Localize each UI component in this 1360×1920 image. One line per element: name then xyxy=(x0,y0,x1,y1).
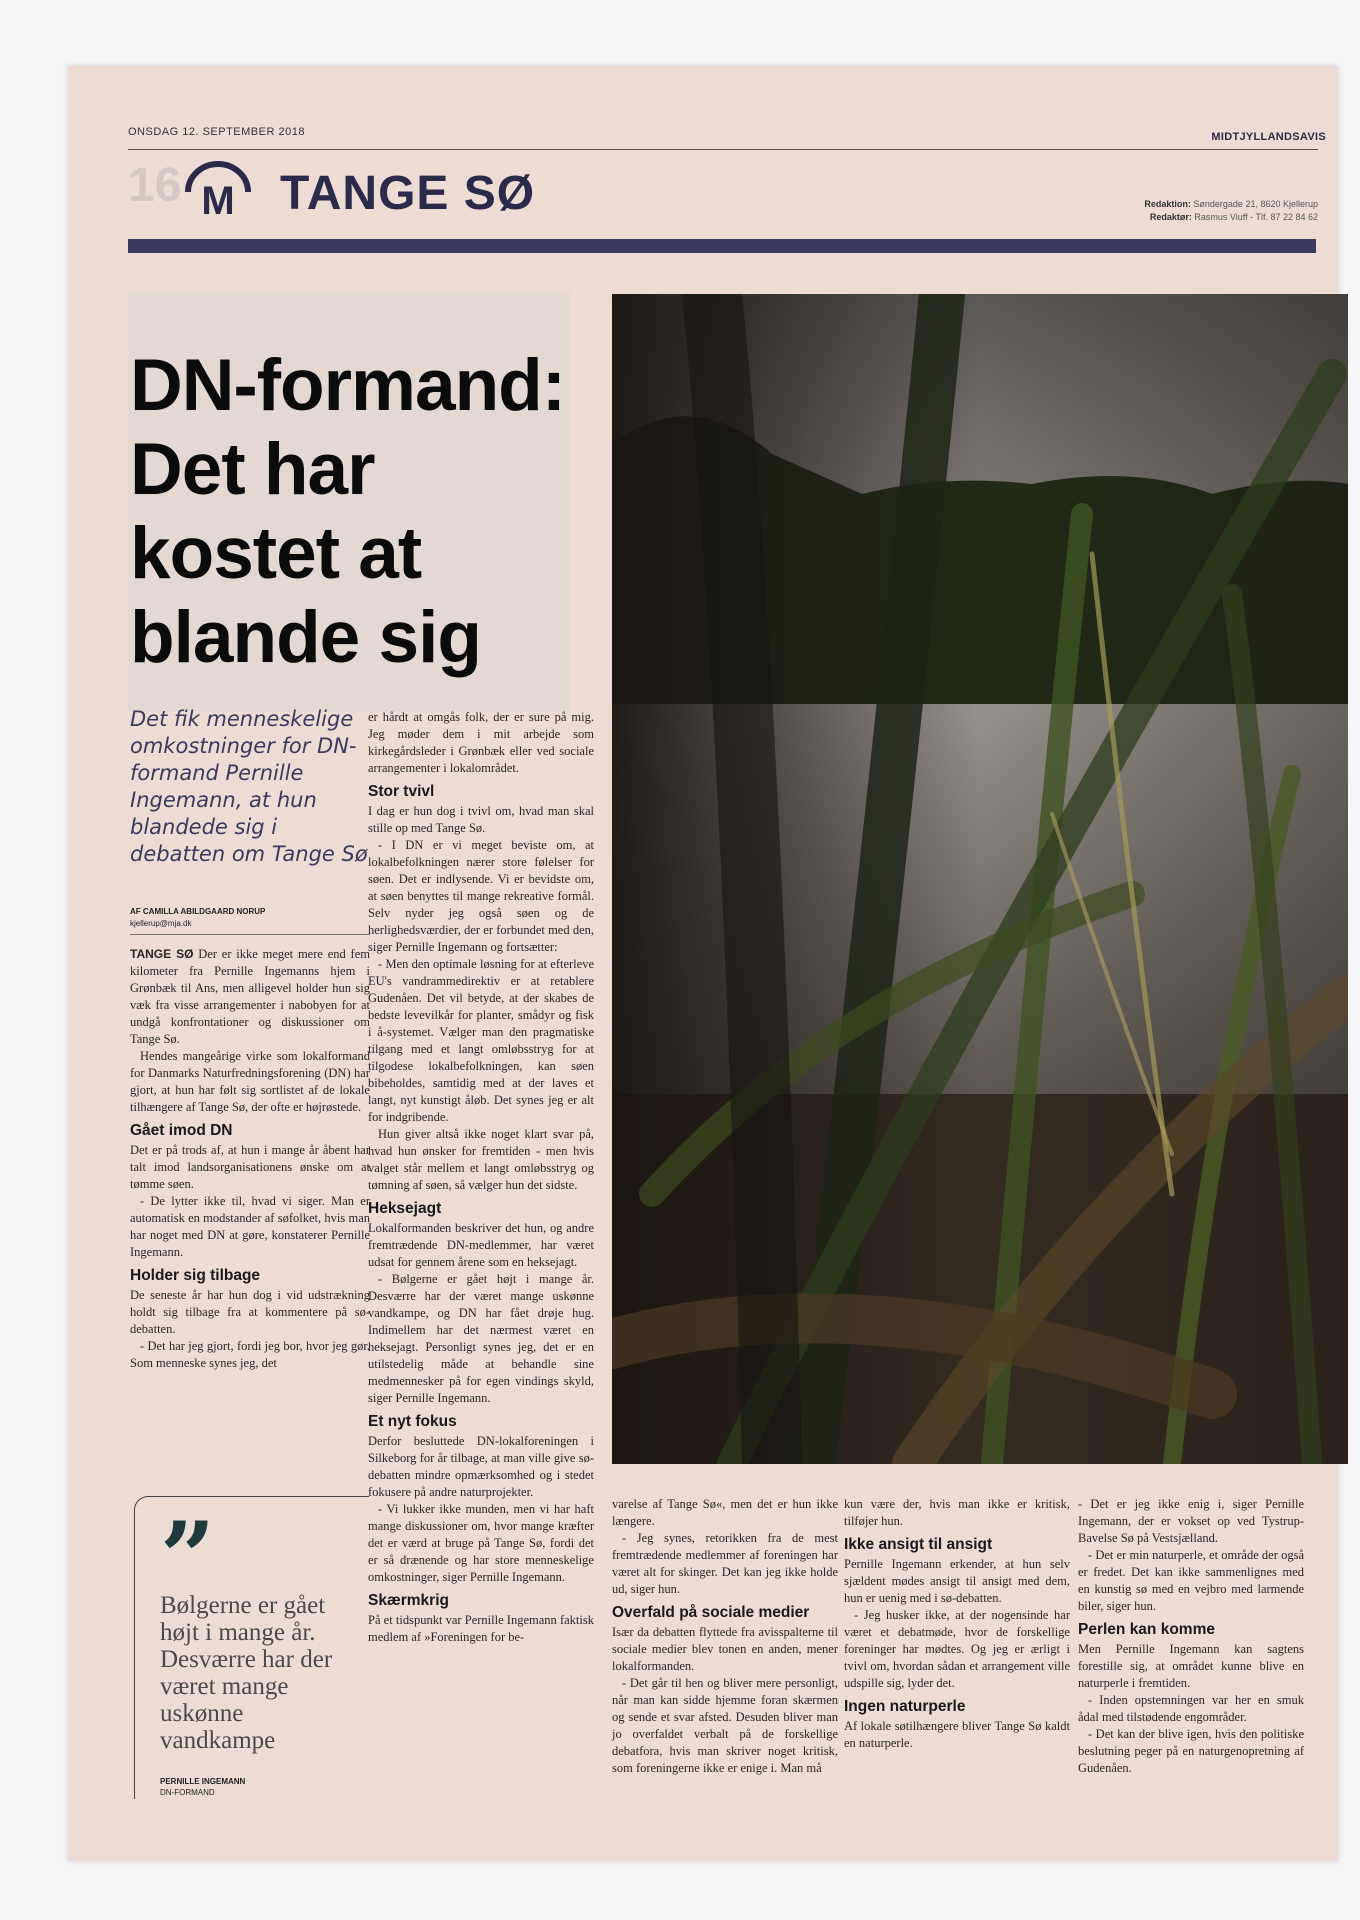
header-rule xyxy=(128,149,1318,150)
reeds-by-lake-photo xyxy=(612,294,1348,1464)
redaktion-address: Søndergade 21, 8620 Kjellerup xyxy=(1193,199,1318,209)
issue-date: ONSDAG 12. SEPTEMBER 2018 xyxy=(128,126,305,138)
paragraph: Lokalformanden beskriver det hun, og andre fremtrædende DN-medlemmer, har været udsat for gennem årene som en heksejagt. xyxy=(368,1221,594,1269)
paragraph: - I DN er vi meget beviste om, at lokalbefolkningen nærer store følelser for søen. Det er indlysende. Vi er bevidste om, at søen benyttes til mange rekreative formål. Selv nyder jeg også søen og de herlighedsværdier, der er forbundet med den, siger Pernille Ingemann og fortsætter: xyxy=(368,838,594,954)
page-number: 16 xyxy=(128,159,182,212)
newspaper-logo-icon xyxy=(180,158,256,218)
paragraph: Især da debatten flyttede fra avisspalterne til sociale medier blev tonen en anden, mener lokalformanden. xyxy=(612,1625,838,1673)
subheading: Holder sig tilbage xyxy=(130,1267,261,1284)
paragraph: - Det er min naturperle, et område der også er fredet. Det kan ikke sammenlignes med en kunstig sø med en vejbro med larmende biler, siger hun. xyxy=(1078,1548,1304,1613)
article-column-5 xyxy=(1078,1496,1304,1777)
article-column-1 xyxy=(130,946,370,1372)
paragraph: - De lytter ikke til, hvad vi siger. Man er automatisk en modstander af søfolket, hvis man har noget med DN at gøre, konstaterer Pernille Ingemann. xyxy=(130,1194,370,1259)
logo-letter: M xyxy=(201,179,235,218)
paragraph: De seneste år har hun dog i vid udstrækning holdt sig tilbage fra at kommentere på sø-debatten. xyxy=(130,1288,370,1336)
paragraph: Der er ikke meget mere end fem kilometer fra Pernille Ingemanns hjem i Grønbæk til Ans, men alligevel holder hun sig væk fra visse arrangementer i nabobyen for at undgå konfrontationer og diskussioner om Tange Sø. xyxy=(130,947,370,1046)
paragraph: I dag er hun dog i tvivl om, hvad man skal stille op med Tange Sø. xyxy=(368,804,594,835)
paragraph: Pernille Ingemann erkender, at hun selv sjældent mødes ansigt til ansigt med dem, hun er uenig med i sø-debatten. xyxy=(844,1557,1070,1605)
paragraph: Men Pernille Ingemann kan sagtens forestille sig, at området kunne blive en naturperle i fremtiden. xyxy=(1078,1642,1304,1690)
subheading: Gået imod DN xyxy=(130,1122,233,1139)
subheading: Perlen kan komme xyxy=(1078,1621,1215,1638)
article-deck: Det fik menneskelige omkostninger for DN-formand Pernille Ingemann, at hun blandede sig i debatten om Tange Sø xyxy=(130,707,368,866)
paragraph: - Det kan der blive igen, hvis den politiske beslutning peger på en naturgenopretning af Gudenåen. xyxy=(1078,1727,1304,1775)
byline-email: kjellerup@mja.dk xyxy=(130,919,192,928)
paragraph: - Det er jeg ikke enig i, siger Pernille Ingemann, der er vokset op ved Tystrup-Bavelse Sø på Vestsjælland. xyxy=(1078,1497,1304,1545)
paragraph: varelse af Tange Sø«, men det er hun ikke længere. xyxy=(612,1497,838,1528)
byline xyxy=(130,906,370,930)
paragraph: Hun giver altså ikke noget klart svar på, hvad hun ønsker for fremtiden - men hvis valget står mellem et langt omløbsstryg og tømning af søen, så vælger hun det sidste. xyxy=(368,1127,594,1192)
lead-tag: TANGE SØ xyxy=(130,947,194,961)
subheading: Overfald på sociale medier xyxy=(612,1604,810,1621)
subheading: Et nyt fokus xyxy=(368,1413,457,1430)
section-title: TANGE SØ xyxy=(280,167,536,220)
article-column-4 xyxy=(844,1496,1070,1752)
editorial-info xyxy=(1144,198,1318,224)
quote-mark-icon: ” xyxy=(160,1501,216,1614)
paragraph: - Men den optimale løsning for at efterleve EU's vandrammedirektiv er at retablere Gudenåen. Det vil betyde, at der skabes de bedste levevilkår for planter, smådyr og fisk i å-systemet. Vælger man den pragmatiske tilgang med et langt omløbsstryg for at tilgodese lokalbefolkningen, kan søen bibeholdes, samtidig med at der laves et langt, nyt kunstigt åløb. Det synes jeg er alt for indgribende. xyxy=(368,957,594,1124)
paragraph: kun være der, hvis man ikke er kritisk, tilføjer hun. xyxy=(844,1497,1070,1528)
paragraph: - Det går til hen og bliver mere personligt, når man kan sidde hjemme foran skærmen og sende et svar afsted. Desuden bliver man jo overfaldet verbalt på de forskellige debatfora, hvis man skriver noget kritisk, som foreningerne ikke er enige i. Man må xyxy=(612,1676,838,1775)
subheading: Heksejagt xyxy=(368,1200,442,1217)
newspaper-page xyxy=(68,66,1338,1861)
paragraph: - Bølgerne er gået højt i mange år. Desværre har der været mange uskønne vandkampe, og DN har fået drøje hug. Indimellem har det nærmest været en heksejagt. Personligt synes jeg, det er en utilstedelig måde at behandle sine medmennesker på for egen vindings skyld, siger Pernille Ingemann. xyxy=(368,1272,594,1405)
byline-author: AF CAMILLA ABILDGAARD NORUP xyxy=(130,907,266,916)
paragraph: - Jeg synes, retorikken fra de mest fremtrædende medlemmer af foreningen har været alt for skinger. Det kan jeg ikke holde ud, siger hun. xyxy=(612,1531,838,1596)
headline: DN-formand: Det har kostet at blande sig xyxy=(130,345,566,678)
pull-quote-text: Bølgerne er gået højt i mange år. Desværre har der været mange uskønne vandkampe xyxy=(160,1592,333,1754)
redaktoer-label: Redaktør: xyxy=(1149,212,1192,222)
article-column-3 xyxy=(612,1496,838,1777)
subheading: Ikke ansigt til ansigt xyxy=(844,1536,993,1553)
paragraph: - Vi lukker ikke munden, men vi har haft mange diskussioner om, hvor mange kræfter det er værd at bruge på Tange Sø, fordi det er så drænende og har store menneskelige omkostninger, siger Pernille Ingemann. xyxy=(368,1502,594,1584)
subheading: Stor tvivl xyxy=(368,783,435,800)
paragraph: - Jeg husker ikke, at der nogensinde har været et debatmøde, hvor de forskellige foreninger har mødtes. Og jeg er ærligt i tvivl om, hvordan sådan et arrangement ville udspille sig, lyder det. xyxy=(844,1608,1070,1690)
quote-person-role: DN-FORMAND xyxy=(160,1788,215,1797)
paragraph: Derfor besluttede DN-lokalforeningen i Silkeborg for år tilbage, at man ville give sø-debatten mindre opmærksomhed og i stedet fokusere på andre naturprojekter. xyxy=(368,1434,594,1499)
quote-person-name: PERNILLE INGEMANN xyxy=(160,1777,246,1786)
article-column-2 xyxy=(368,709,594,1646)
subheading: Skærmkrig xyxy=(368,1592,449,1609)
section-bar xyxy=(128,239,1316,253)
paragraph: Af lokale søtilhængere bliver Tange Sø kaldt en naturperle. xyxy=(844,1719,1070,1750)
paragraph: - Det har jeg gjort, fordi jeg bor, hvor jeg gør. Som menneske synes jeg, det xyxy=(130,1339,370,1370)
redaktion-label: Redaktion: xyxy=(1144,199,1191,209)
subheading: Ingen naturperle xyxy=(844,1698,966,1715)
paragraph: Det er på trods af, at hun i mange år åbent har talt imod landsorganisationens ønske om at tømme søen. xyxy=(130,1143,370,1191)
redaktoer-contact: Rasmus Viuff - Tlf. 87 22 84 62 xyxy=(1194,212,1318,222)
newspaper-name: MIDTJYLLANDSAVIS xyxy=(1211,131,1326,143)
paragraph: Hendes mangeårige virke som lokalformand for Danmarks Naturfredningsforening (DN) har gjort, at hun har følt sig sortlistet af de lokale tilhængere af Tange Sø, der ofte er højrøstede. xyxy=(130,1049,370,1114)
byline-rule xyxy=(130,934,370,935)
paragraph: - Inden opstemningen var her en smuk ådal med tilstødende engområder. xyxy=(1078,1693,1304,1724)
pull-quote-attribution xyxy=(160,1776,245,1798)
paragraph: På et tidspunkt var Pernille Ingemann faktisk medlem af »Foreningen for be- xyxy=(368,1613,594,1644)
article-photo xyxy=(612,294,1348,1464)
paragraph: er hårdt at omgås folk, der er sure på mig. Jeg møder dem i mit arbejde som kirkegårdsleder i Grønbæk eller ved sociale arrangementer i lokalområdet. xyxy=(368,710,594,775)
